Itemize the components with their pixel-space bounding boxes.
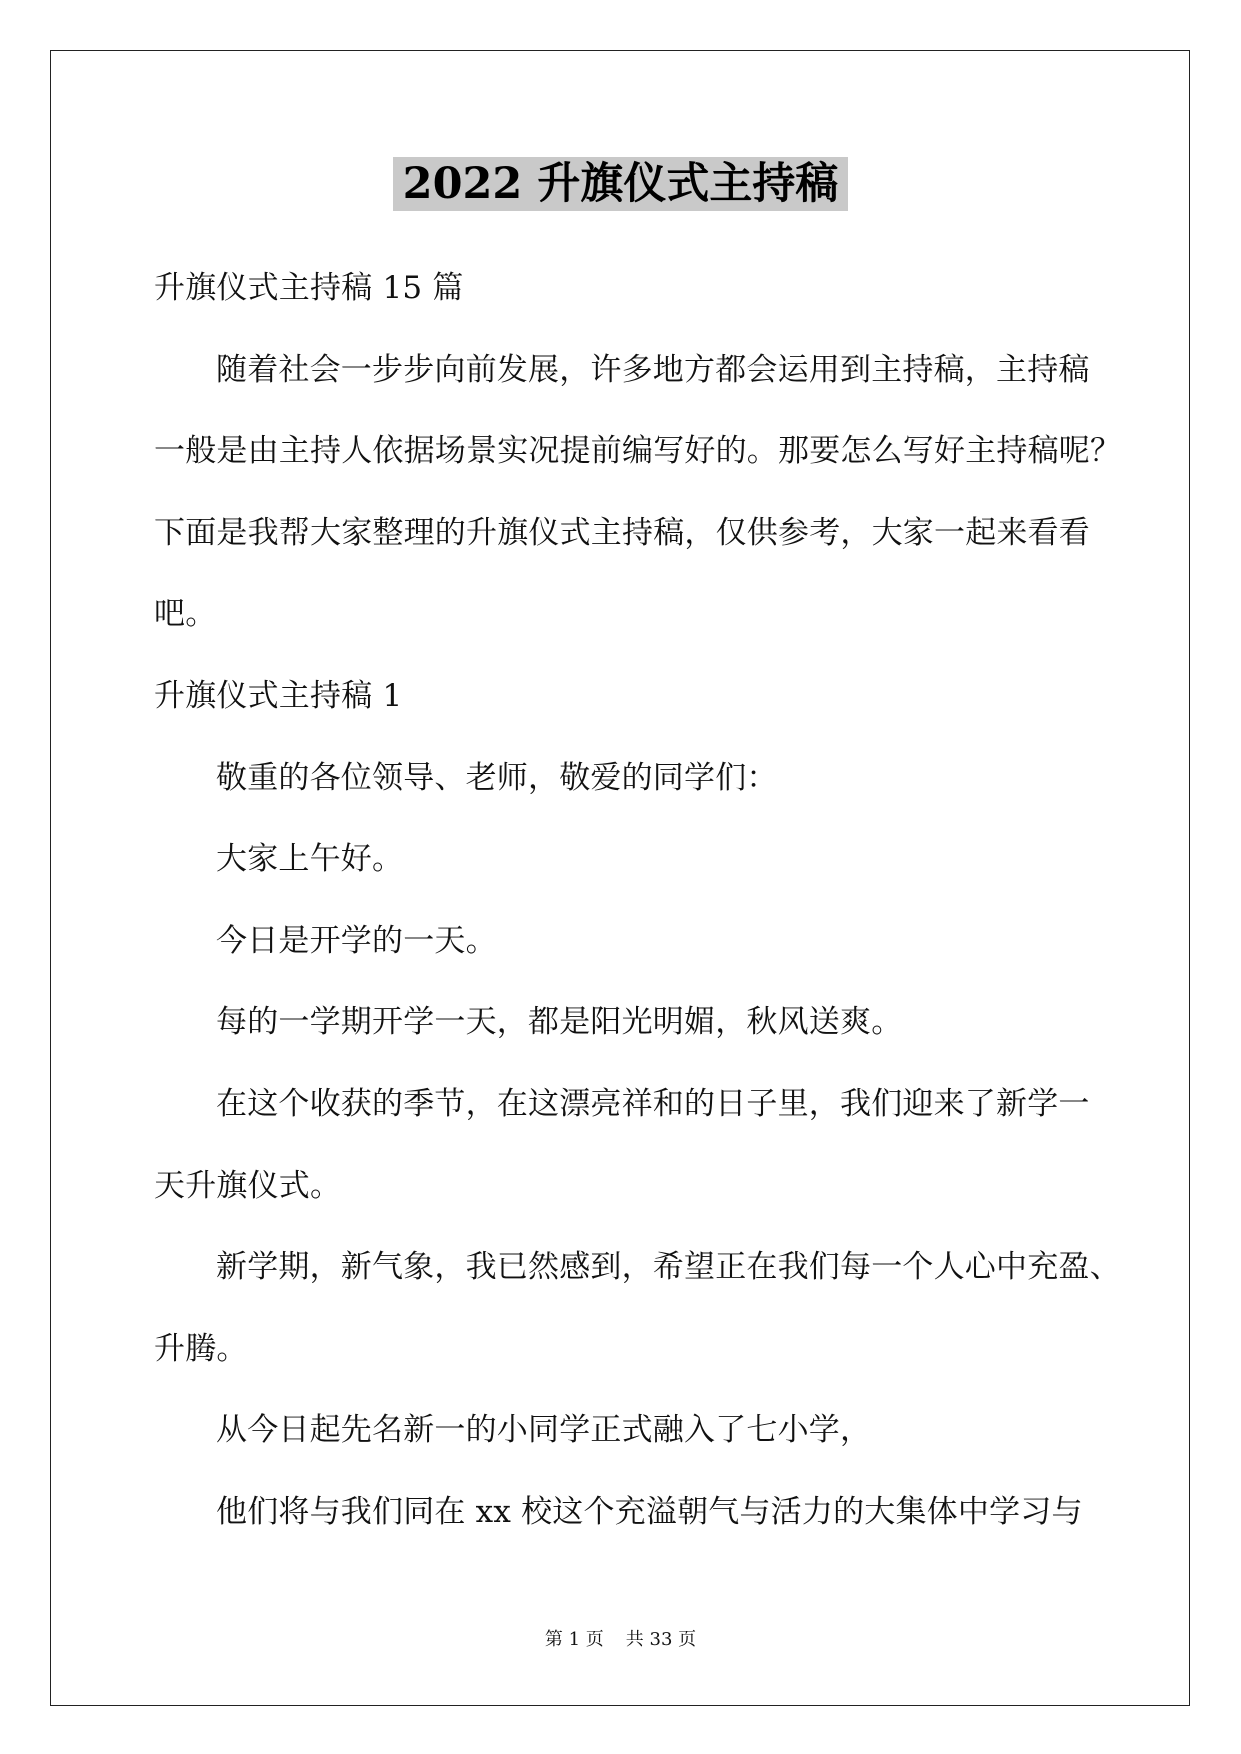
paragraph-line: 敬重的各位领导、老师，敬爱的同学们： <box>216 759 778 796</box>
paragraph-line: 升腾。 <box>154 1330 248 1367</box>
page-total: 共 33 页 <box>625 1629 697 1650</box>
section-paragraph <box>154 1064 1164 1227</box>
paragraph-line: 每的一学期开学一天，都是阳光明媚，秋风送爽。 <box>216 1004 903 1041</box>
section-paragraph <box>154 1472 1164 1554</box>
title-container <box>0 157 1241 211</box>
paragraph-line: 从今日起先名新一的小同学正式融入了七小学， <box>216 1412 872 1449</box>
document-body <box>154 248 1164 1554</box>
section-heading: 升旗仪式主持稿 1 <box>154 677 403 714</box>
paragraph-line: 吧。 <box>154 596 217 633</box>
section-paragraph <box>154 901 1164 983</box>
section-paragraph <box>154 819 1164 901</box>
document-title: 2022 升旗仪式主持稿 <box>393 157 849 211</box>
paragraph-line: 新学期，新气象，我已然感到，希望正在我们每一个人心中充盈、 <box>216 1249 1121 1286</box>
page-number: 第 1 页 <box>544 1629 604 1650</box>
page-footer <box>0 1628 1241 1652</box>
paragraph-line: 今日是开学的一天。 <box>216 922 497 959</box>
paragraph-line: 大家上午好。 <box>216 841 404 878</box>
intro-paragraph <box>154 330 1164 656</box>
collection-heading: 升旗仪式主持稿 15 篇 <box>154 270 464 306</box>
paragraph-line: 在这个收获的季节，在这漂亮祥和的日子里，我们迎来了新学一 <box>216 1085 1090 1122</box>
section-paragraph <box>154 1390 1164 1472</box>
section-paragraph <box>154 738 1164 820</box>
section-paragraph <box>154 1227 1164 1390</box>
paragraph-line: 一般是由主持人依据场景实况提前编写好的。那要怎么写好主持稿呢？ <box>154 433 1122 470</box>
paragraph-line: 他们将与我们同在 xx 校这个充溢朝气与活力的大集体中学习与 <box>216 1493 1083 1530</box>
paragraph-line: 下面是我帮大家整理的升旗仪式主持稿，仅供参考，大家一起来看看 <box>154 514 1090 551</box>
paragraph-line: 随着社会一步步向前发展，许多地方都会运用到主持稿，主持稿 <box>216 351 1090 388</box>
paragraph-line: 天升旗仪式。 <box>154 1167 342 1204</box>
section-paragraph <box>154 982 1164 1064</box>
